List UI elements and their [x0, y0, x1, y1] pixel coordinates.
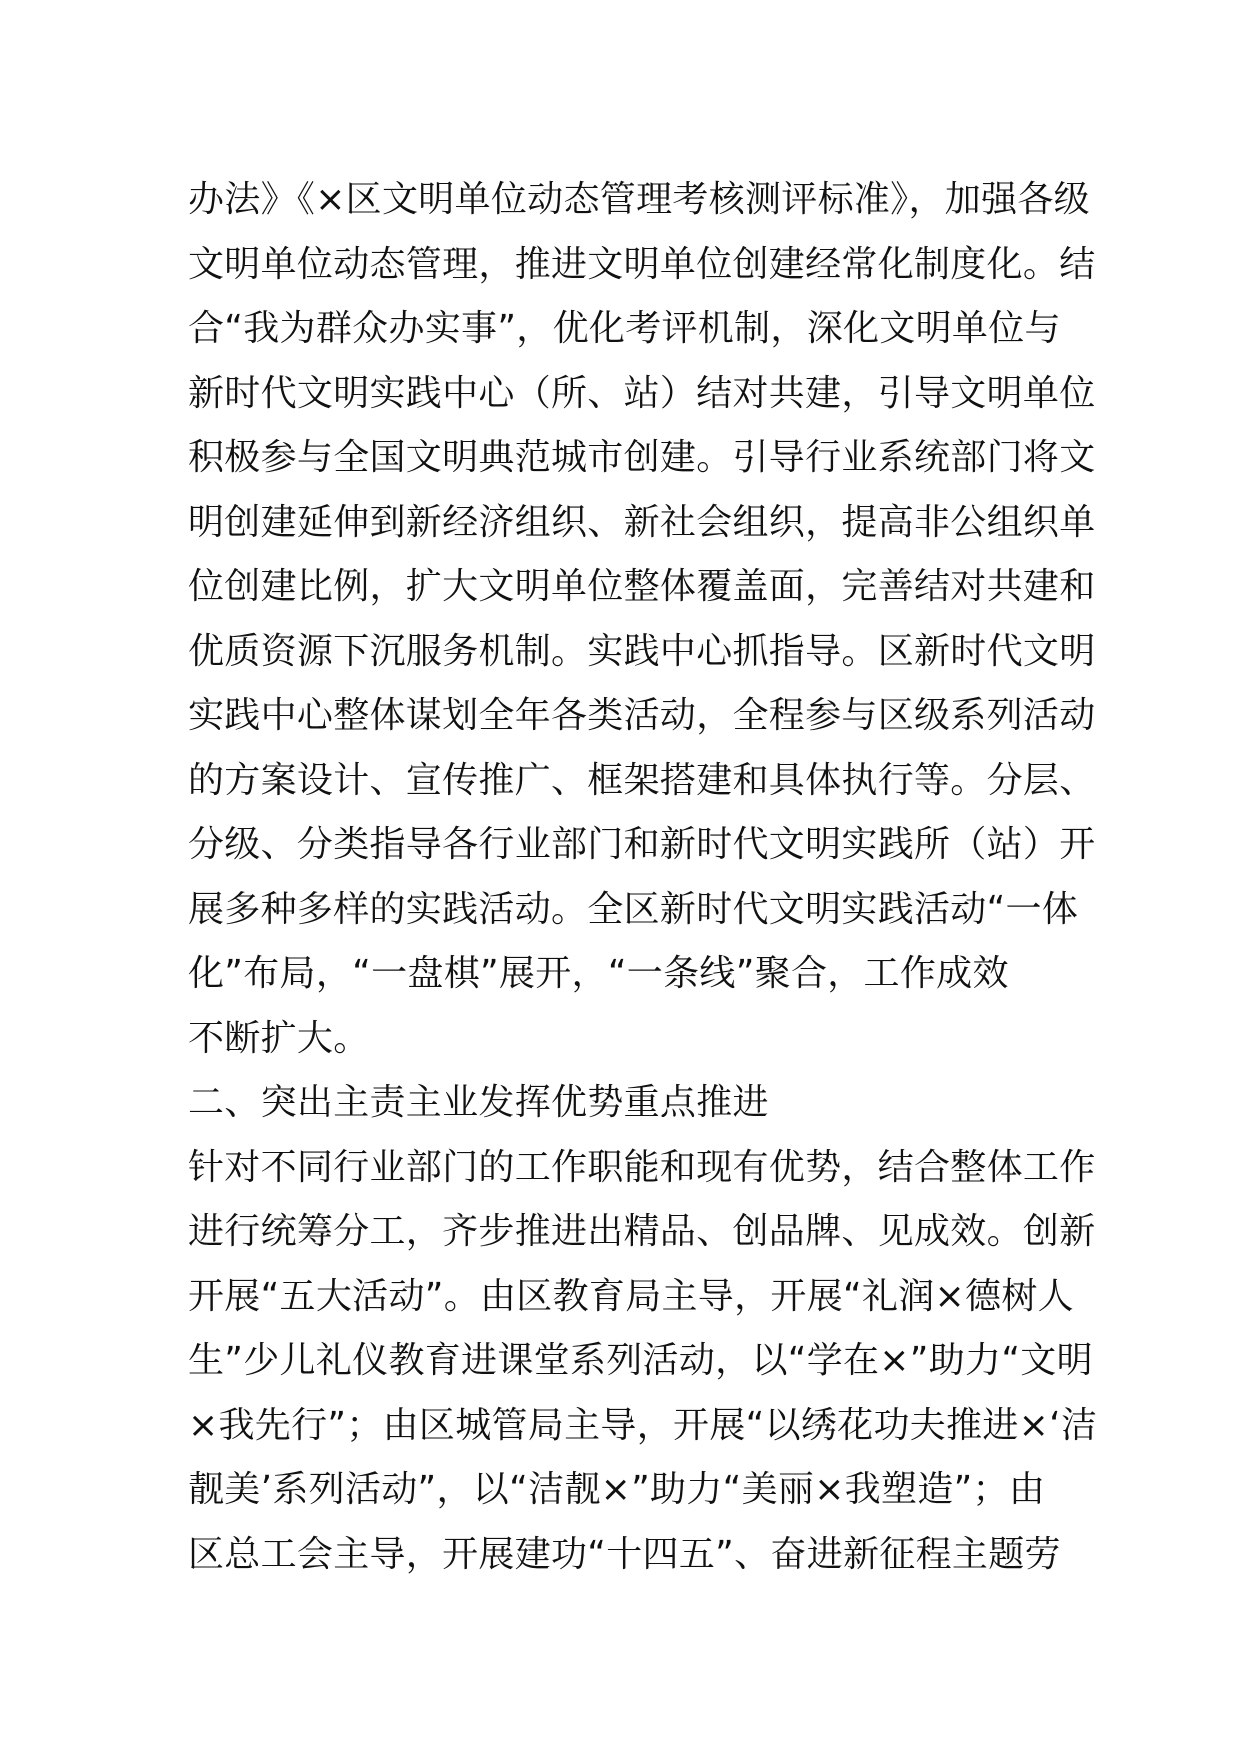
- text-line: 实践中心整体谋划全年各类活动，全程参与区级系列活动: [188, 695, 1096, 736]
- text-line: 积极参与全国文明典范城市创建。引导行业系统部门将文: [188, 437, 1096, 478]
- text-line: 新时代文明实践中心（所、站）结对共建，引导文明单位: [188, 372, 1096, 414]
- text-line: 进行统筹分工，齐步推进出精品、创品牌、见成效。创新: [188, 1211, 1096, 1252]
- text-line: ×我先行”；由区城管局主导，开展“以绣花功夫推进×‘洁: [188, 1404, 1098, 1446]
- text-line: 位创建比例，扩大文明单位整体覆盖面，完善结对共建和: [188, 566, 1096, 607]
- text-line: 展多种多样的实践活动。全区新时代文明实践活动“一体: [188, 888, 1079, 930]
- text-line: 明创建延伸到新经济组织、新社会组织，提高非公组织单: [188, 501, 1096, 543]
- text-line: 靓美’系列活动”，以“洁靓×”助力“美丽×我塑造”；由: [188, 1469, 1046, 1510]
- text-line: 分级、分类指导各行业部门和新时代文明实践所（站）开: [188, 824, 1096, 865]
- text-line: 不断扩大。: [188, 1017, 370, 1059]
- text-line: 办法》《×区文明单位动态管理考核测评标准》，加强各级: [188, 179, 1090, 220]
- text-line: 针对不同行业部门的工作职能和现有优势，结合整体工作: [188, 1146, 1096, 1188]
- text-line: 合“我为群众办实事”，优化考评机制，深化文明单位与: [188, 308, 1061, 349]
- text-line: 开展“五大活动”。由区教育局主导，开展“礼润×德树人: [188, 1275, 1074, 1317]
- text-line: 生”少儿礼仪教育进课堂系列活动，以“学在×”助力“文明: [188, 1340, 1093, 1381]
- body-text: [188, 168, 1098, 1587]
- section-heading: 二、突出主责主业发挥优势重点推进: [188, 1082, 769, 1123]
- text-line: 文明单位动态管理，推进文明单位创建经常化制度化。结: [188, 243, 1096, 285]
- text-line: 的方案设计、宣传推广、框架搭建和具体执行等。分层、: [188, 759, 1096, 801]
- text-line: 化”布局，“一盘棋”展开，“一条线”聚合，工作成效: [188, 953, 1009, 994]
- text-line: 优质资源下沉服务机制。实践中心抓指导。区新时代文明: [188, 630, 1096, 672]
- text-line: 区总工会主导，开展建功“十四五”、奋进新征程主题劳: [188, 1533, 1061, 1575]
